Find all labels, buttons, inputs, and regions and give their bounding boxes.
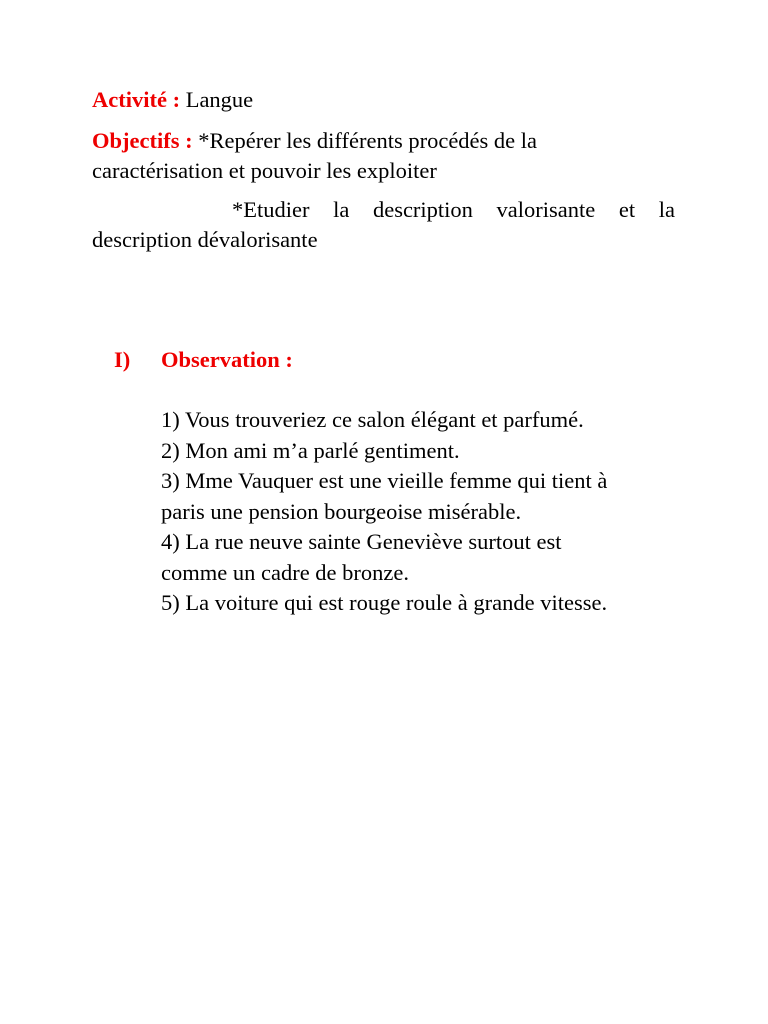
activity-label: Activité : (92, 87, 181, 112)
sentence-line: 2) Mon ami m’a parlé gentiment. (161, 437, 460, 463)
section-heading (114, 345, 293, 375)
activity-line (92, 85, 253, 115)
objective-2-block (92, 195, 675, 255)
sentence-line: paris une pension bourgeoise misérable. (161, 498, 522, 524)
objective-1-start: *Repérer les différents procédés de la (198, 128, 538, 153)
sentence-line: 5) La voiture qui est rouge roule à grande vitesse. (161, 590, 608, 615)
sentence-line: 3) Mme Vauquer est une vieille femme qui tient à (161, 468, 608, 493)
activity-value: Langue (185, 87, 254, 112)
sentence-line: 1) Vous trouveriez ce salon élégant et parfumé. (161, 407, 584, 432)
observation-sentences (161, 405, 681, 619)
objective-2-line-1: *Etudier la description valorisante et la (232, 197, 675, 222)
sentence-line: comme un cadre de bronze. (161, 559, 410, 585)
section-title: Observation : (161, 347, 293, 372)
objective-1-continuation: caractérisation et pouvoir les exploiter (92, 158, 437, 183)
section-number: I) (114, 347, 131, 372)
sentence-line: 4) La rue neuve sainte Geneviève surtout est (161, 529, 562, 554)
objectives-line-1 (92, 126, 537, 156)
objectives-label: Objectifs : (92, 128, 193, 153)
objective-2-line-2: description dévalorisante (92, 227, 318, 252)
